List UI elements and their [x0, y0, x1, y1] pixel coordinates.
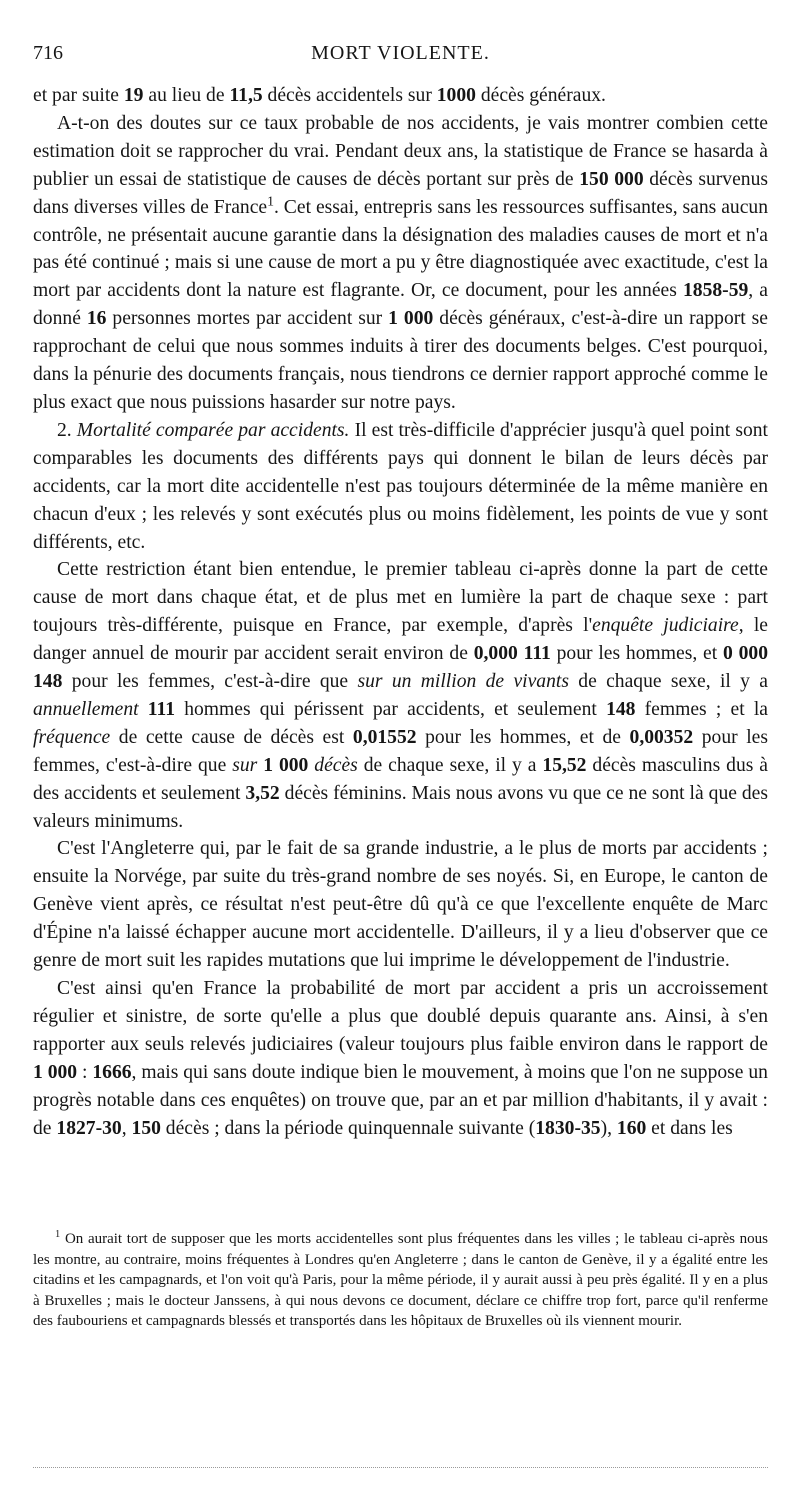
footnote-text: On aurait tort de supposer que les morts accidentelles sont plus fréquentes dans les villes ; le tableau ci-après nous les montre, au contraire, moins fréquentes à Londres qu'en Angleterre ; dans le canton de Genève, il y a égalité entre les citadins et les campagnards, et l'on voit qu'à Paris, pour la même période, il y aurait aussi à peu près égalité. Il y en a plus à Bruxelles ; mais le docteur Janssens, à qui nous devons ce document, déclare ce chiffre trop fort, parce qu'il renferme des faubouriens et campagnards blessés et transportés dans les hôpitaux de Bruxelles où ils viennent mourir. — [33, 1231, 768, 1329]
page-header — [33, 42, 768, 68]
footnote-1 — [33, 1229, 768, 1332]
number: 0,000 111 — [473, 643, 551, 665]
paragraph-4 — [33, 556, 768, 835]
number: 15,52 — [542, 754, 587, 776]
number: 19 — [123, 85, 144, 106]
running-title: MORT VIOLENTE. — [311, 42, 490, 64]
text-run: décès féminins. Mais nous avons vu que ce ne sont là que des valeurs minimums. — [33, 782, 769, 832]
text-run: ), — [600, 1117, 617, 1139]
footnote-marker: 1 — [55, 1229, 61, 1240]
number: 1 000 — [263, 754, 309, 776]
text-run: Cette restriction étant bien entendue, le premier tableau ci-après donne la part de cette cause de mort dans chaque état, et de plus met en lumière la part de chaque sexe : part toujours très-différente, puisque en France, par exemple, d'après l' — [33, 559, 768, 637]
text-run: décès ; dans la période quinquennale suivante ( — [160, 1117, 536, 1139]
text-run: pour les femmes, c'est-à-dire que — [62, 671, 358, 693]
text-run: . Cet essai, entrepris sans les ressources suffisantes, sans aucun contrôle, ne présentait aucune garantie dans la désignation des maladies causes de mort et n'a pas été continué ; mais si une cause de mort a pu y être diagnostiquée avec exactitude, c'est la mort par accidents dont la nature est flagrante. Or, ce document, pour les années — [33, 196, 769, 302]
text-run: décès masculins dus à des accidents et seulement — [33, 754, 768, 804]
text-run: femmes ; et la — [635, 698, 768, 720]
text-run: , mais qui sans doute indique bien le mouvement, à moins que l'on ne suppose un progrès notable dans ces enquêtes) on trouve que, par an et par million d'habitants, il y avait : de — [33, 1061, 768, 1139]
number: 111 — [147, 698, 175, 720]
number: 150 — [131, 1117, 161, 1139]
paragraph-3 — [33, 417, 768, 557]
number: 1000 — [436, 85, 476, 106]
emphasis: fréquence — [33, 726, 111, 748]
text-run: : — [77, 1061, 93, 1083]
number: 160 — [616, 1117, 647, 1139]
paragraph-2 — [33, 110, 768, 417]
footnote-reference[interactable]: 1 — [267, 193, 274, 209]
number: 3,52 — [245, 782, 280, 804]
text-run: décès généraux. — [475, 85, 606, 106]
footnotes — [33, 1229, 768, 1332]
text-run: , a donné — [33, 280, 768, 330]
text-run: Il est très-difficile d'apprécier jusqu'à quel point sont comparables les documents des différents pays qui donnent le bilan de leurs décès par accidents, car la mort dite accidentelle n'est pas toujours déterminée de la même manière en chacun d'eux ; les relevés y sont exécutés plus ou moins fidèlement, les points de vue y sont différents, etc. — [33, 419, 769, 553]
text-run: pour les hommes, et de — [416, 726, 630, 748]
number: 0,00352 — [629, 726, 694, 748]
body-text — [33, 82, 768, 1142]
text-run: pour les femmes, c'est-à-dire que — [33, 726, 768, 776]
number: 16 — [86, 308, 107, 330]
number: 1 000 — [33, 1061, 78, 1083]
text-run: de chaque sexe, il y a — [568, 671, 768, 693]
emphasis: enquête judiciaire — [592, 615, 739, 637]
bottom-divider — [33, 1467, 768, 1468]
number: 0,01552 — [352, 726, 417, 748]
text-run: décès accidentels sur — [262, 85, 437, 106]
text-run: C'est ainsi qu'en France la probabilité de mort par accident a pris un accroissement régulier et sinistre, de sorte qu'elle a plus que doublé depuis quarante ans. Ainsi, à s'en rapporter aux seuls relevés judiciaires (valeur toujours plus faible environ dans le rapport de — [33, 978, 768, 1055]
text-run: personnes mortes par accident sur — [106, 308, 389, 330]
number: 148 — [606, 698, 636, 720]
section-heading: Mortalité comparée par accidents. — [76, 419, 350, 441]
text-run: pour les hommes, et — [550, 643, 723, 665]
paragraph-5: C'est l'Angleterre qui, par le fait de sa grande industrie, a le plus de morts par accidents ; ensuite la Norvége, par suite du très-grand nombre de ses noyés. Si, en Europe, le canton de Genève vient après, ce résultat n'est peut-être dû qu'à ce que l'excellente enquête de Marc d'Épine n'a laissé échapper aucune mort accidentelle. D'ailleurs, il y a lieu d'observer que ce genre de mort suit les rapides mutations que lui imprime le développement de l'industrie. — [33, 838, 768, 972]
text-run: , — [121, 1117, 132, 1139]
emphasis: annuellement — [33, 698, 139, 720]
number: 11,5 — [229, 85, 263, 106]
text-run: de cette cause de décès est — [110, 726, 353, 748]
number: 1830-35 — [535, 1117, 601, 1139]
text-run: au lieu de — [143, 85, 230, 106]
number: 1858-59 — [682, 280, 749, 302]
text-run: hommes qui périssent par accidents, et seulement — [175, 698, 607, 720]
number: 1 000 — [388, 308, 434, 330]
text-run: et dans les — [646, 1117, 733, 1139]
text-run: décès généraux, c'est-à-dire un rapport se rapprochant de celui que nous sommes induits à tirer des documents belges. C'est pourquoi, dans la pénurie des documents français, nous tiendrons ce dernier rapport approché comme le plus exact que nous puissions hasarder sur notre pays. — [33, 308, 768, 413]
text-run: décès survenus dans diverses villes de France — [33, 168, 769, 218]
text-run: de chaque sexe, il y a — [357, 754, 543, 776]
number: 1666 — [92, 1061, 132, 1083]
paragraph-1 — [33, 82, 768, 110]
page-number: 716 — [33, 42, 63, 64]
text-run: et par suite — [33, 85, 124, 106]
paragraph-6 — [33, 975, 768, 1142]
text-run: , le danger annuel de mourir par accident serait environ de — [33, 615, 768, 665]
number: 0 000 148 — [33, 643, 768, 693]
section-number: 2. — [57, 419, 77, 441]
number: 150 000 — [579, 168, 644, 190]
emphasis: sur — [232, 754, 258, 776]
emphasis: décès — [314, 754, 358, 776]
text-run: A-t-on des doutes sur ce taux probable de nos accidents, je vais montrer combien cette estimation doit se rapprocher du vrai. Pendant deux ans, la statistique de France se hasarda à publier un essai de statistique de causes de décès portant sur près de — [33, 112, 768, 190]
number: 1827-30 — [56, 1117, 122, 1139]
emphasis: sur un million de vivants — [357, 671, 569, 693]
